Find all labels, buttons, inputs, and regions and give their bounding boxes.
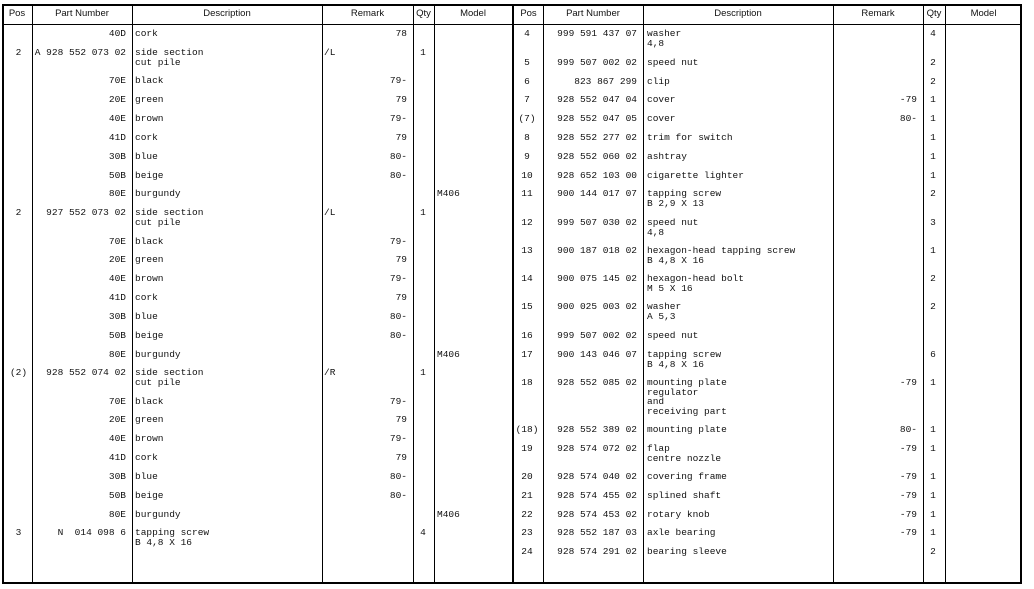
row-pos: 14 [521,273,533,284]
row-description: side section [135,47,204,58]
row-part-number: 20E [108,414,126,425]
row-remark: 79- [389,396,407,407]
row-qty: 6 [930,349,936,360]
row-part-number: 823 867 299 [574,76,637,87]
row-pos: (18) [515,424,539,435]
row-description: hexagon-head tapping screw [647,245,796,256]
row-description-detail: B 4,8 X 16 [647,254,705,266]
row-description: mounting plate [647,377,727,388]
row-part-number: 50B [108,330,126,341]
row-pos: 12 [521,217,533,228]
row-qty: 1 [930,527,936,538]
divider [945,4,946,584]
row-qty: 1 [420,47,426,58]
row-description: brown [135,273,164,284]
divider [132,4,133,584]
row-description: cork [135,292,158,303]
row-description: mounting plate [647,424,727,435]
row-remark: 80- [899,113,917,124]
row-description: axle bearing [647,527,716,538]
row-remark: -79 [899,509,917,520]
row-part-number: 30B [108,151,126,162]
row-description-detail: cut pile [135,56,181,68]
row-description: speed nut [647,57,699,68]
row-description: splined shaft [647,490,722,501]
row-description: cork [135,452,158,463]
row-description: clip [647,76,670,87]
header-description: Description [714,8,762,19]
row-part-number: 900 075 145 02 [557,273,637,284]
row-description: covering frame [647,471,727,482]
row-qty: 2 [930,76,936,87]
row-description: beige [135,330,164,341]
row-description-detail: centre nozzle [647,452,722,464]
header-pos: Pos [520,8,537,19]
row-description-detail: 4,8 [647,37,665,49]
divider [413,4,414,584]
row-pos: 18 [521,377,533,388]
row-part-number: 928 574 291 02 [557,546,637,557]
row-part-number: 70E [108,396,126,407]
row-pos: 4 [524,28,530,39]
header-part-number: Part Number [55,8,109,19]
row-qty: 4 [420,527,426,538]
row-part-number: 999 507 002 02 [557,330,637,341]
row-part-number: 928 552 187 03 [557,527,637,538]
row-pos: 23 [521,527,533,538]
row-qty: 3 [930,217,936,228]
row-description: burgundy [135,349,181,360]
row-part-number: 80E [108,349,126,360]
row-description: trim for switch [647,132,733,143]
row-remark: 80- [389,311,407,322]
row-part-number: 928 552 060 02 [557,151,637,162]
row-description-detail: and [647,396,665,407]
row-description: cork [135,132,158,143]
row-qty: 2 [930,57,936,68]
row-part-number: A 928 552 073 02 [34,47,126,58]
row-qty: 1 [930,443,936,454]
row-part-number: 999 507 030 02 [557,217,637,228]
row-part-number: 928 574 455 02 [557,490,637,501]
row-remark: 80- [899,424,917,435]
row-pos: 10 [521,170,533,181]
row-qty: 2 [930,546,936,557]
row-qty: 1 [420,367,426,378]
row-qty: 1 [930,151,936,162]
divider [643,4,644,584]
row-part-number: 40E [108,433,126,444]
row-description: flap [647,443,670,454]
header-model: Model [460,8,486,19]
row-description: beige [135,170,164,181]
row-description: blue [135,151,158,162]
row-part-number: 70E [108,236,126,247]
row-description: brown [135,113,164,124]
row-remark: 79 [395,132,407,143]
row-description: burgundy [135,188,181,199]
row-part-number: 50B [108,490,126,501]
row-remark: -79 [899,471,917,482]
row-remark: 80- [389,170,407,181]
row-remark: 79- [389,236,407,247]
row-description: hexagon-head bolt [647,273,744,284]
row-qty: 2 [930,273,936,284]
row-remark: /L [324,47,336,58]
row-description-detail: cut pile [135,376,181,388]
row-qty: 1 [930,424,936,435]
row-description: cigarette lighter [647,170,744,181]
row-model: M406 [437,188,460,199]
row-part-number: 30B [108,311,126,322]
row-remark: 80- [389,330,407,341]
row-model: M406 [437,349,460,360]
row-part-number: 41D [108,132,126,143]
row-remark: 79- [389,113,407,124]
row-pos: 5 [524,57,530,68]
row-pos: 2 [15,207,22,218]
row-qty: 1 [930,94,936,105]
row-pos: 15 [521,301,533,312]
row-part-number: 900 144 017 07 [557,188,637,199]
row-remark: 79 [395,254,407,265]
row-remark: -79 [899,527,917,538]
row-description: brown [135,433,164,444]
row-remark: -79 [899,490,917,501]
row-pos: 8 [524,132,530,143]
row-part-number: 928 552 047 05 [557,113,637,124]
divider [434,4,435,584]
row-remark: /L [324,207,336,218]
row-pos: 21 [521,490,533,501]
row-part-number: 50B [108,170,126,181]
divider [32,4,33,584]
row-part-number: 30B [108,471,126,482]
row-description: blue [135,311,158,322]
row-pos: 3 [15,527,22,538]
row-part-number: 928 552 389 02 [557,424,637,435]
row-qty: 1 [930,245,936,256]
row-part-number: 70E [108,75,126,86]
header-part-number: Part Number [566,8,620,19]
row-remark: 79- [389,273,407,284]
row-part-number: 928 552 074 02 [46,367,126,378]
row-remark: 80- [389,151,407,162]
row-remark: -79 [899,94,917,105]
row-model: M406 [437,509,460,520]
row-description-detail: receiving part [647,405,727,417]
row-description: side section [135,367,204,378]
row-description-detail: 4,8 [647,226,665,238]
row-part-number: 928 574 453 02 [557,509,637,520]
row-description: cover [647,113,676,124]
header-qty: Qty [416,8,431,19]
row-qty: 2 [930,188,936,199]
row-description: green [135,414,164,425]
row-part-number: 40E [108,113,126,124]
row-pos: 9 [524,151,530,162]
row-qty: 1 [930,113,936,124]
row-qty: 1 [930,132,936,143]
row-description-detail: A 5,3 [647,310,676,322]
row-part-number: 927 552 073 02 [46,207,126,218]
header-qty: Qty [926,8,942,19]
row-part-number: 900 143 046 07 [557,349,637,360]
row-pos: 22 [521,509,533,520]
row-part-number: 40E [108,273,126,284]
row-description: speed nut [647,330,699,341]
row-pos: (7) [518,113,536,124]
row-part-number: 900 187 018 02 [557,245,637,256]
row-description: bearing sleeve [647,546,727,557]
row-qty: 1 [930,377,936,388]
row-description: black [135,396,164,407]
row-qty: 1 [420,207,426,218]
row-part-number: 80E [108,509,126,520]
header-remark: Remark [350,8,385,19]
row-description-detail: M 5 X 16 [647,282,693,294]
row-qty: 1 [930,471,936,482]
row-remark: /R [324,367,336,378]
row-remark: 79- [389,433,407,444]
row-description: black [135,75,164,86]
row-description-detail: B 2,9 X 13 [647,197,705,209]
row-part-number: 928 574 040 02 [557,471,637,482]
row-qty: 1 [930,509,936,520]
divider [322,4,323,584]
row-pos: 11 [521,188,533,199]
row-description: tapping screw [647,188,722,199]
row-part-number: 20E [108,254,126,265]
row-description-detail: B 4,8 X 16 [135,536,193,548]
row-description: cork [135,28,158,39]
row-remark: 78 [395,28,407,39]
row-part-number: 999 591 437 07 [557,28,637,39]
row-description: green [135,94,164,105]
header-model: Model [970,8,997,19]
row-description: washer [647,301,682,312]
row-pos: 2 [15,47,22,58]
row-remark: 79 [395,414,407,425]
row-part-number: 928 652 103 00 [557,170,637,181]
row-part-number: 928 552 277 02 [557,132,637,143]
row-description-detail: B 4,8 X 16 [647,358,705,370]
row-qty: 4 [930,28,936,39]
row-description: washer [647,28,682,39]
row-pos: 17 [521,349,533,360]
row-description: rotary knob [647,509,710,520]
row-remark: 80- [389,471,407,482]
row-description: black [135,236,164,247]
row-description: tapping screw [135,527,210,538]
row-description: green [135,254,164,265]
row-part-number: 999 507 002 02 [557,57,637,68]
divider [833,4,834,584]
row-part-number: 41D [108,452,126,463]
row-part-number: 20E [108,94,126,105]
header-remark: Remark [861,8,895,19]
row-part-number: 80E [108,188,126,199]
row-part-number: 928 574 072 02 [557,443,637,454]
row-description: ashtray [647,151,687,162]
row-pos: (2) [9,367,28,378]
row-qty: 1 [930,490,936,501]
row-description: cover [647,94,676,105]
row-part-number: 900 025 003 02 [557,301,637,312]
divider [543,4,544,584]
row-pos: 19 [521,443,533,454]
row-description: blue [135,471,158,482]
row-pos: 24 [521,546,533,557]
row-remark: -79 [899,377,917,388]
row-part-number: 928 552 085 02 [557,377,637,388]
row-qty: 2 [930,301,936,312]
header-pos: Pos [8,8,26,19]
row-remark: 80- [389,490,407,501]
row-remark: 79 [395,452,407,463]
row-pos: 7 [524,94,530,105]
row-pos: 6 [524,76,530,87]
row-part-number: N 014 098 6 [57,527,126,538]
row-description: speed nut [647,217,699,228]
row-description: tapping screw [647,349,722,360]
row-description: side section [135,207,204,218]
row-remark: 79 [395,292,407,303]
row-description-detail: cut pile [135,216,181,228]
row-part-number: 40D [108,28,126,39]
row-description-detail: regulator [647,386,699,398]
row-part-number: 928 552 047 04 [557,94,637,105]
row-remark: 79- [389,75,407,86]
row-remark: 79 [395,94,407,105]
row-description: beige [135,490,164,501]
row-qty: 1 [930,170,936,181]
row-part-number: 41D [108,292,126,303]
header-description: Description [203,8,251,19]
row-pos: 16 [521,330,533,341]
row-pos: 13 [521,245,533,256]
row-remark: -79 [899,443,917,454]
row-pos: 20 [521,471,533,482]
row-description: burgundy [135,509,181,520]
